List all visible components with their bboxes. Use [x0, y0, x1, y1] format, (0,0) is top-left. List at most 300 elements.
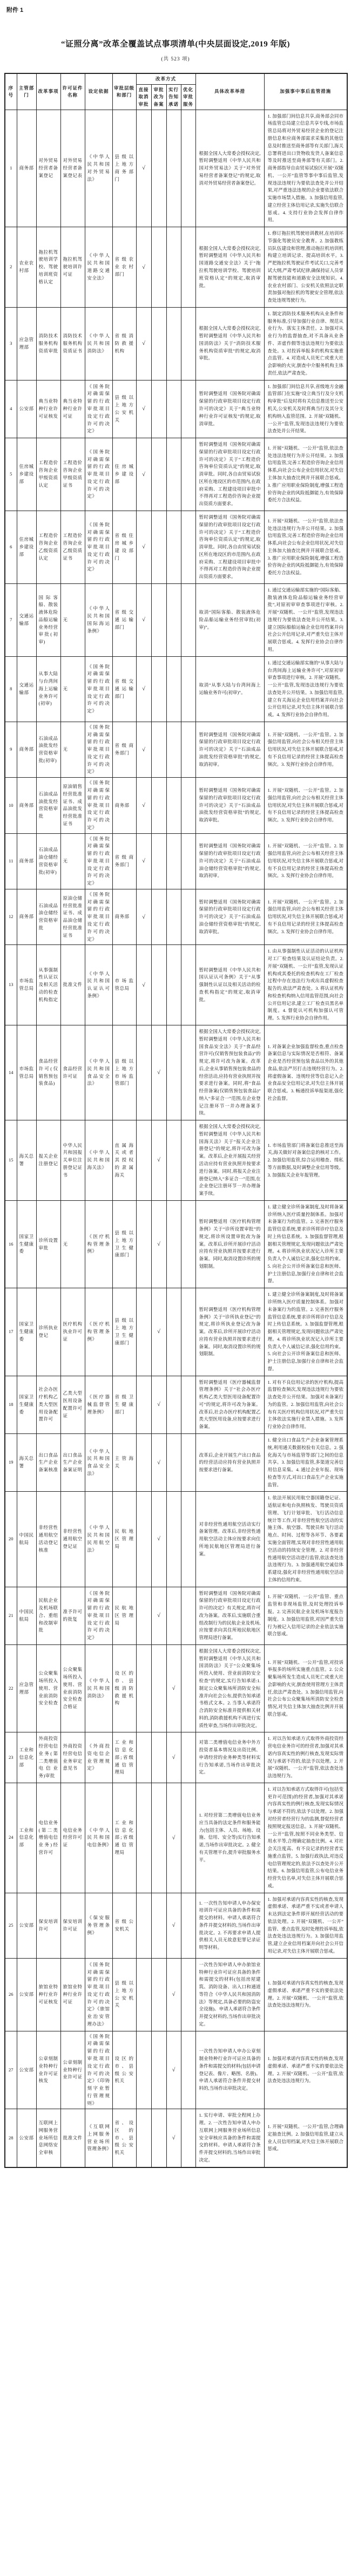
dept-cell: 商务部: [17, 833, 36, 889]
measures-cell: 一次性告知申请人申办旅馆业特种行业许可证应具备的条件和需提交的材料(包括房屋建筑、消防设备、出入口和通道等符合《中华人民共和国消防法》等规定,具备必要的防盗安全设施)。申请人承诺符合条件并提交材料的,当场作出审批决定。: [195, 1958, 264, 2031]
supervision-cell: 1. 开展“双随机、一公开”监管,依法查处违法违规行为并公开结果。2. 加强信用监管,完善工程造价咨询企业信用体系,向社会公布企业信用状况,对失信主体加大抽查比例并开展联合惩戒。3. 推广应用职业保险制度,增强工程造价咨询企业的风险抵御能力,有效保障委托方合法权益。: [264, 511, 347, 583]
mode-cancel-cell: √: [136, 722, 151, 777]
row-number-cell: 11: [5, 833, 17, 889]
mode-cancel-cell: √: [136, 656, 151, 722]
license-name-cell: 非经营性通用航空登记证: [60, 1492, 85, 1587]
measures-cell: 暂时调整适用《国务院对确需保留的行政审批项目设定行政许可的决定》关于“工程造价咨询单位资质认定”的规定,取消审批。同时,各自由贸易试验区所在地设区的市范围内,在政府采购、工程建设项目审批中不得再对工程造价咨询企业提出资质方面要求。: [195, 511, 264, 583]
measures-cell: 改革后,企业开展生产出口食品的经营活动应持有营业执照并按要求进行备案。: [195, 1434, 264, 1492]
supervision-cell: 1. 开展“双随机、一公开”监管。2. 加强信用监管,向社会公布相关经营主体信用状况,对失信主体开展联合惩戒,对有不良信用记录的经营主体提高检查频次。3. 发挥行业协会自律作用。: [264, 722, 347, 777]
legal-basis-cell: 《中华人民共和国对外贸易法》: [85, 110, 112, 227]
license-name-cell: 无: [60, 722, 85, 777]
table-row: [5, 1783, 347, 1893]
measures-cell: 对第二类增值电信业务中外方投资者基本情况及出资比例、申请经营的业务种类等材料实行告知承诺,当场作出审批决定。: [195, 1732, 264, 1783]
header-mode-cancel: 直接取消审批: [136, 85, 151, 110]
license-name-cell: 无: [60, 1200, 85, 1288]
mode-filing-cell: [151, 1893, 166, 1958]
dept-cell: 商务部: [17, 778, 36, 833]
mode-cancel-cell: [136, 1958, 151, 2031]
measures-cell: 暂时调整适用《国务院对确需保留的行政审批项目设定行政许可的决定》关于“石油成品油批发经营资格审批”的规定,取消审批。: [195, 778, 264, 833]
mode-commitment-cell: [166, 889, 181, 944]
mode-commitment-cell: [166, 110, 181, 227]
row-number-cell: 3: [5, 307, 17, 380]
mode-filing-cell: √: [151, 1587, 166, 1644]
header-cert: 许可证件名称: [60, 73, 85, 110]
header-measures: 具体改革举措: [195, 73, 264, 110]
measures-cell: 根据全国人大常委会授权决定,暂时调整适用《中华人民共和国消防法》关于“消防技术服务机构资质审批”的规定,取消审批。: [195, 307, 264, 380]
dept-cell: 公安部: [17, 1958, 36, 2031]
approval-level-cell: 县级以上地方商务部门: [112, 110, 136, 227]
reform-item-cell: 食品经营许可(仅销售预包装食品): [36, 1025, 60, 1120]
supervision-cell: 1. 修订拖拉机驾驶培训教材,在培训环节强化驾驶员安全教育。2. 加强教练员队伍建设和管理,推动拖拉机培训机构建立培训记录、提高培训水平。3. 严把拖拉机驾驶证件考试关口,完善考试大纲,严肃考试纪律,确保持证人员掌握驾驶技能和道路安全法规知识。4. 农业农村部门、公安机关依照法定职责加强对拖拉机的驾驶安全管理,依法查处违规驾驶行为。: [264, 227, 347, 308]
reform-item-cell: 石油成品油批发经营资格审批: [36, 778, 60, 833]
legal-basis-cell: 《国务院对确需保留的行政审批项目设定行政许可的决定》: [85, 438, 112, 511]
measures-cell: 根据全国人大常委会授权决定,暂时调整适用《中华人民共和国道路交通安全法》关于“拖拉机驾驶培训学校、驾驶培训班资格认定”的规定,取消审批。: [195, 227, 264, 308]
mode-commitment-cell: [166, 583, 181, 656]
reform-item-cell: 对外贸易经营者备案登记: [36, 110, 60, 227]
mode-cancel-cell: [136, 1783, 151, 1893]
license-name-cell: 批准文件: [60, 2109, 85, 2167]
mode-commitment-cell: [166, 438, 181, 511]
mode-commitment-cell: √: [166, 2031, 181, 2109]
mode-optimize-cell: [181, 945, 195, 1025]
approval-level-cell: 工业和信息化部;省级通信管理局: [112, 1783, 136, 1893]
reform-item-cell: 社会办医疗机构乙类大型医用设备配置许可: [36, 1376, 60, 1433]
dept-cell: 公安部: [17, 1893, 36, 1958]
license-name-cell: 原油销售经营批准证书、成品油批发经营批准证书: [60, 778, 85, 833]
legal-basis-cell: 《国务院对确需保留的行政审批项目设定行政许可的决定》: [85, 511, 112, 583]
row-number-cell: 21: [5, 1587, 17, 1644]
legal-basis-cell: 《中华人民共和国道路交通安全法》: [85, 227, 112, 308]
table-row: [5, 1958, 347, 2031]
mode-cancel-cell: [136, 1025, 151, 1120]
row-number-cell: 6: [5, 511, 17, 583]
reform-item-cell: 民航企业及机场联合、重组和改制审批: [36, 1587, 60, 1644]
reform-item-cell: 保安培训许可: [36, 1893, 60, 1958]
legal-basis-cell: 《中华人民共和国国际海运条例》: [85, 583, 112, 656]
mode-cancel-cell: √: [136, 945, 151, 1025]
legal-basis-cell: 《中华人民共和国消防法》: [85, 307, 112, 380]
table-row: [5, 1893, 347, 1958]
approval-level-cell: 省级卫生健康部门: [112, 1376, 136, 1433]
license-name-cell: 中华人民共和国报关单位注册登记证书: [60, 1120, 85, 1201]
measures-cell: 一次性告知申请人申办公章刻制业特种行业许可证应具备的条件和需提交的材料(包括申请登记表、像片、略图、名册)。申请人承诺符合条件并提交材料的,当场作出审批决定。: [195, 2031, 264, 2109]
measures-cell: 暂时调整适用《国务院对确需保留的行政审批项目设定行政许可的决定》关于“典当业特种行业许可证核发”的规定,取消审批。: [195, 380, 264, 438]
table-body: [5, 110, 347, 2167]
mode-filing-cell: [151, 227, 166, 308]
supervision-cell: 1. 对以告知承诺方式取得许可(包括变更许可范围)的经营者,加强对其承诺内容真实性的例行核查,发现实际情况与承诺不符的,依法予以处理。2. 加强对经营者经营行为的监测,督促经营者按照规定报送信息。3. 开展“双随机、一公开”监管,按照不同业务类型、信用水平等,合理确定抽查比例。4. 对社会关注度高、有不良记录的经营者实施重点监管。5. 加强行政执法,对违反电信管理规定的,依法予以查处并公开结果。6. 加强信用监管,公布电信业务经营失信名单,对失信主体开展联合惩戒。: [264, 1783, 347, 1893]
license-name-cell: 消防技术服务机构资质证书: [60, 307, 85, 380]
mode-cancel-cell: √: [136, 778, 151, 833]
mode-cancel-cell: [136, 2031, 151, 2109]
legal-basis-cell: 《中华人民共和国海关法》: [85, 1120, 112, 1201]
approval-level-cell: 省级公安机关: [112, 1893, 136, 1958]
measures-cell: 暂时调整适用《医疗机构管理条例》关于“诊所执业登记”的规定,将诊所执业登记改为备案。改革后,诊所开展诊疗活动应持有营业执照并按要求进行备案。同时,取消设置诊所的规划限制。: [195, 1288, 264, 1376]
dept-cell: 工业和信息化部: [17, 1783, 36, 1893]
mode-optimize-cell: [181, 722, 195, 777]
table-row: [5, 438, 347, 511]
mode-optimize-cell: [181, 1732, 195, 1783]
mode-filing-cell: [151, 778, 166, 833]
supervision-cell: 1. 加强部门间信息共享,商务部会同市场监管总局建立信息共享专线,市场监管总局将对外贸易经营企业的登记注册信息和应商务部需求采集的其他信息及时推送至商务部等有关部门,海关总署将进出口货物收发货人备案信息等及时推送至商务部等有关部门。2. 商务部指导自由贸易试验区开展“双随机、一公开”监管等事中事后监管,发现违法违规行为要依法查处并公开结果,对严重违法违规的企业要依法联合实施市场禁入措施。3. 加强信用监管,建立经营主体信用记录,实施失信联合惩戒。4. 支持行业协会发挥自律作用。: [264, 110, 347, 227]
table-row: [5, 2031, 347, 2109]
measures-cell: 暂时调整适用《国务院对确需保留的行政审批项目设定行政许可的决定》关于“石油成品油仓储经营资格审批”的规定,取消初审。: [195, 833, 264, 889]
row-number-cell: 19: [5, 1434, 17, 1492]
reform-item-cell: 报关企业注册登记: [36, 1120, 60, 1201]
reform-item-cell: 从事强制性认证以及相关活动的检查机构指定: [36, 945, 60, 1025]
supervision-cell: 1. 加强对承诺内容真实性的核查,发现虚假承诺、承诺严重不实的要依法处理。2. 开展“双随机、一公开”监管,依法查处违法违规行为。: [264, 2031, 347, 2109]
license-name-cell: 拖拉机驾驶培训许可证: [60, 227, 85, 308]
mode-filing-cell: √: [151, 1025, 166, 1120]
reform-item-cell: 典当业特种行业许可证核发: [36, 380, 60, 438]
legal-basis-cell: 《互联网上网服务营业场所管理条例》: [85, 2109, 112, 2167]
measures-cell: 取消“国际客船、散装液体危险品船运输业务经营审批(初审)”。: [195, 583, 264, 656]
mode-cancel-cell: [136, 1120, 151, 1201]
supervision-cell: 1. 制定消防技术服务机构从业条件和服务标准,引导加强行业自律、规范从业行为、落实主体责任。2. 加强对从业行为的监督抽查,对不具备从业条件、弄虚作假等违法违规行为要依法查处。3. 对投诉举报多的机构实施重点监管。4. 对造成人员死亡或重大社会影响的火灾,倒查中介服务机构主体责任,依法严肃查处。: [264, 307, 347, 380]
license-name-cell: 旅馆业特种行业许可证: [60, 1958, 85, 2031]
measures-cell: 取消“从事大陆与台湾间海上运输业务许可(初审)”。: [195, 656, 264, 722]
approval-level-cell: 住房城乡建设部: [112, 438, 136, 511]
approval-level-cell: 主管海关: [112, 1434, 136, 1492]
mode-optimize-cell: [181, 2109, 195, 2167]
license-name-cell: 保安培训许可证: [60, 1893, 85, 1958]
mode-filing-cell: [151, 722, 166, 777]
mode-optimize-cell: [181, 307, 195, 380]
row-number-cell: 25: [5, 1893, 17, 1958]
mode-optimize-cell: [181, 1434, 195, 1492]
supervision-cell: 1. 开展“双随机、一公开”监管,对投诉举报多的场所实施重点监管。2. 公众聚集场所发生造成人员死亡或重大社会影响的火灾,倒查使用管理方主体责任,依法严肃查处。3. 加强信用监管,向社会公布公众聚集场所消防安全检查情况,对失信主体加大抽查比例并开展联合惩戒。: [264, 1644, 347, 1732]
legal-basis-cell: 《国务院对确需保留的行政审批项目设定行政许可的决定》: [85, 656, 112, 722]
mode-filing-cell: [151, 1958, 166, 2031]
row-number-cell: 23: [5, 1732, 17, 1783]
legal-basis-cell: 《中华人民共和国民用航空法》: [85, 1492, 112, 1587]
mode-filing-cell: [151, 1732, 166, 1783]
mode-optimize-cell: [181, 889, 195, 944]
table-row: [5, 1200, 347, 1288]
row-number-cell: 17: [5, 1288, 17, 1376]
mode-cancel-cell: [136, 1376, 151, 1433]
approval-level-cell: 商务部: [112, 778, 136, 833]
mode-commitment-cell: √: [166, 1783, 181, 1893]
mode-optimize-cell: [181, 1025, 195, 1120]
mode-filing-cell: [151, 110, 166, 227]
mode-cancel-cell: [136, 1893, 151, 1958]
supervision-cell: 1. 建立健全诊所备案制度,及时将备案诊所纳入医疗质量控制体系。加强对未备案行为的监管。2. 完善医疗服务监管信息系统,要求诊所将诊疗信息及时上传信息系统。3. 加强监督管理,根据相关管理规定,发现问题依法严肃处理。4. 将诊所执业状况记入诊所主要负责人个人诚信记录,强化信用约束。5. 向社会公开诊所备案信息和医师、护士注册信息,加强行业自律和社会监督。: [264, 1200, 347, 1288]
table-row: [5, 833, 347, 889]
approval-level-cell: 省级农业农村部门: [112, 227, 136, 308]
mode-cancel-cell: √: [136, 833, 151, 889]
mode-commitment-cell: √: [166, 1732, 181, 1783]
row-number-cell: 22: [5, 1644, 17, 1732]
header-supervision: 加强事中事后监管措施: [264, 73, 347, 110]
approval-level-cell: 省级消防救援机构: [112, 307, 136, 380]
legal-basis-cell: 《医疗机构管理条例》: [85, 1200, 112, 1288]
approval-level-cell: 省级交通运输部门: [112, 656, 136, 722]
mode-optimize-cell: [181, 1376, 195, 1433]
reform-item-cell: 消防技术服务机构资质审批: [36, 307, 60, 380]
supervision-cell: 1. 由从事强制性认证活动的认证机构对工厂检查结果及认证结论负责。2. 开展“双随机、一公开”监管,发现认证机构或其委托的检查机构在工厂检查过程中存在违法行为或出具虚假检查报告的,依法严肃查处。3. 将认证机构和检查机构纳入信用监管范围,向社会公开信用记录,建立工厂检查员黑名单制度。4. 督促认可机构加强认可管理。5. 发挥行业协会自律作用。: [264, 945, 347, 1025]
legal-basis-cell: 《中华人民共和国消防法》: [85, 1644, 112, 1732]
table-row: [5, 1120, 347, 1201]
mode-cancel-cell: [136, 2109, 151, 2167]
dept-cell: 住房城乡建设部: [17, 438, 36, 511]
approval-level-cell: 工业和信息化部;省级通信管理局: [112, 1732, 136, 1783]
table-row: [5, 110, 347, 227]
approval-level-cell: 省级商务部门: [112, 722, 136, 777]
table-row: [5, 511, 347, 583]
mode-commitment-cell: [166, 778, 181, 833]
dept-cell: 应急管理部: [17, 307, 36, 380]
mode-commitment-cell: [166, 1288, 181, 1376]
mode-commitment-cell: [166, 380, 181, 438]
measures-cell: 1. 实行申请、审批全程网上办理。2. 一次性告知申请人申办互联网上网服务营业场所信息安全审核应具备的条件和需提交的材料。申请人承诺符合条件并提交材料的,当场作出审批决定。: [195, 2109, 264, 2167]
supervision-cell: 1. 建立健全诊所备案制度,及时将备案诊所纳入医疗质量控制体系。加强对未备案行为的监管。2. 完善医疗服务监管信息系统,要求诊所将诊疗信息及时上传信息系统。3. 加强监督管理,根据相关管理规定,发现问题依法严肃处理。4. 将诊所执业状况记入诊所主要负责人个人诚信记录,强化信用约束。5. 向社会公开诊所备案信息和医师、护士注册信息,加强行业自律和社会监督。: [264, 1288, 347, 1376]
row-number-cell: 24: [5, 1783, 17, 1893]
mode-cancel-cell: [136, 1644, 151, 1732]
row-number-cell: 20: [5, 1492, 17, 1587]
row-number-cell: 2: [5, 227, 17, 308]
supervision-cell: 1. 开展“双随机、一公开”监管。2. 加强信用监管,向社会公布相关经营主体信用状况,对失信主体开展联合惩戒,对有不良信用记录的经营主体提高检查频次。3. 发挥行业协会自律作用。: [264, 833, 347, 889]
mode-optimize-cell: [181, 1587, 195, 1644]
mode-optimize-cell: [181, 110, 195, 227]
legal-basis-cell: 《医疗器械监督管理条例》: [85, 1376, 112, 1433]
measures-cell: 1. 一次性告知申请人申办保安培训许可证应具备的条件和需提交的材料。申请人承诺符合条件并提交材料的,当场作出审批决定。2. 不再要求申请人提供相关人员无故意犯罪记录证明等材料。: [195, 1893, 264, 1958]
reform-item-cell: 石油成品油仓储经营资格审批: [36, 889, 60, 944]
reform-item-cell: 互联网上网服务营业场所信息网络安全审核: [36, 2109, 60, 2167]
legal-basis-cell: 《保安服务管理条例》: [85, 1893, 112, 1958]
dept-cell: 商务部: [17, 110, 36, 227]
mode-filing-cell: [151, 889, 166, 944]
supervision-cell: 1. 开展“双随机、一公开”监管、重点监管和非现场监管,及时处理投诉举报。2. 完善民航企业及机场年度报告制度。3. 加强信用监管,对因严重失信行为被记入信用记录的企业依法实施联合惩戒。: [264, 1587, 347, 1644]
header-dept: 主管部门: [17, 73, 36, 110]
dept-cell: 公安部: [17, 2109, 36, 2167]
mode-filing-cell: [151, 380, 166, 438]
header-basis: 设定依据: [85, 73, 112, 110]
dept-cell: 国家卫生健康委: [17, 1376, 36, 1433]
mode-cancel-cell: [136, 1200, 151, 1288]
row-number-cell: 18: [5, 1376, 17, 1433]
mode-filing-cell: [151, 2109, 166, 2167]
table-row: [5, 889, 347, 944]
mode-commitment-cell: [166, 1200, 181, 1288]
table-row: [5, 722, 347, 777]
page-title: “证照分离”改革全覆盖试点事项清单(中央层面设定,2019 年版): [61, 40, 290, 49]
license-name-cell: 出口食品生产企业备案证明: [60, 1434, 85, 1492]
mode-cancel-cell: √: [136, 889, 151, 944]
header-mode-optimize: 优化审批服务: [181, 85, 195, 110]
row-number-cell: 1: [5, 110, 17, 227]
mode-cancel-cell: √: [136, 227, 151, 308]
mode-filing-cell: [151, 656, 166, 722]
license-name-cell: 对外贸易经营者备案登记表: [60, 110, 85, 227]
license-name-cell: 原油仓储经营批准证书、成品油仓储经营批准证书: [60, 889, 85, 944]
table-row: [5, 945, 347, 1025]
mode-optimize-cell: [181, 227, 195, 308]
mode-filing-cell: √: [151, 1288, 166, 1376]
table-row: [5, 583, 347, 656]
row-number-cell: 26: [5, 1958, 17, 2031]
row-number-cell: 10: [5, 778, 17, 833]
measures-cell: 暂时调整适用《医疗机构管理条例》关于“诊所设置审批”的规定,将诊所设置审批改为备案。改革后,诊所开展诊疗活动应持有营业执照并按要求进行备案。同时,取消设置诊所的规划限制。: [195, 1200, 264, 1288]
mode-optimize-cell: [181, 511, 195, 583]
mode-optimize-cell: [181, 380, 195, 438]
license-name-cell: 电信业务经营许可证: [60, 1783, 85, 1893]
dept-cell: 商务部: [17, 722, 36, 777]
table-row: [5, 2109, 347, 2167]
legal-basis-cell: 《国务院对确需保留的行政审批项目设定行政许可的决定》《旅馆业治安管理办法》: [85, 1958, 112, 2031]
measures-cell: 1. 对经营第二类增值电信业务应当具备的法定条件和服务能力(包括主体、人员、场地、设施、信用、安全等)实行告知承诺,当场作出审批决定。2. 健全有关管理平台,提升审批服务水平。: [195, 1783, 264, 1893]
row-number-cell: 7: [5, 583, 17, 656]
measures-cell: 根据全国人大常委会授权决定,暂时调整适用《中华人民共和国海关法》关于“报关企业注册登记”的规定,将许可改为备案。改革后,企业开展报关经营活动应持有营业执照并按要求进行备案。同时,将报关企业注册登记纳入“多证合一”范围,在企业登记注册环节一并办理备案手续。: [195, 1120, 264, 1201]
reform-item-cell: 工程造价咨询企业乙级资质认定: [36, 511, 60, 583]
mode-filing-cell: √: [151, 1492, 166, 1587]
measures-cell: 暂时调整适用《国务院对确需保留的行政审批项目设定行政许可的决定》关于“工程造价咨询单位资质认定”的规定,取消审批。同时,各自由贸易试验区所在地设区的市范围内,在政府采购、工程建设项目审批中不得再对工程造价咨询企业提出资质方面要求。: [195, 438, 264, 511]
approval-level-cell: 省级商务部门: [112, 833, 136, 889]
table-row: [5, 307, 347, 380]
table-row: [5, 1288, 347, 1376]
measures-cell: 暂时调整适用《中华人民共和国认证认可条例》关于“从事强制性认证以及相关活动的检查机构指定”的规定,取消审批。: [195, 945, 264, 1025]
legal-basis-cell: 《国务院对确需保留的行政审批项目设定行政许可的决定》: [85, 1587, 112, 1644]
mode-optimize-cell: [181, 1644, 195, 1732]
mode-optimize-cell: [181, 583, 195, 656]
supervision-cell: 1. 对以告知承诺方式取得外商投资经营电信业务许可的经营者,加强对其承诺内容真实性的例行核查,发现实际情况与承诺不符的,依法予以处理。2. 开展“双随机、一公开”监管,依法查处违法违规行为。: [264, 1732, 347, 1783]
legal-basis-cell: 《中华人民共和国食品安全法》: [85, 1434, 112, 1492]
approval-level-cell: 设区的市、县级公安机关: [112, 2031, 136, 2109]
reform-item-cell: 旅馆业特种行业许可证核发: [36, 1958, 60, 2031]
approval-level-cell: 省级住房城乡建设部门: [112, 511, 136, 583]
measures-cell: 对非经营性通用航空活动实行备案管理。改革后,非经营性通用航空活动主体应按要求向住所地民航地区管理局进行备案。: [195, 1492, 264, 1587]
row-number-cell: 8: [5, 656, 17, 722]
approval-level-cell: 县级以上地方卫生健康部门: [112, 1288, 136, 1376]
approval-level-cell: 县级以上地方公安机关: [112, 380, 136, 438]
legal-basis-cell: 《中华人民共和国食品安全法》: [85, 1025, 112, 1120]
license-name-cell: 无: [60, 656, 85, 722]
mode-filing-cell: [151, 307, 166, 380]
dept-cell: 中国民航局: [17, 1587, 36, 1644]
dept-cell: 市场监管总局: [17, 1025, 36, 1120]
measures-cell: 暂时调整适用《医疗器械监督管理条例》关于“社会办医疗机构乙类大型医用设备配置许可”的规定,将许可改为备案。改革后,社会办医疗机构配置乙类大型医用设备,应按要求进行备案。: [195, 1376, 264, 1433]
mode-cancel-cell: √: [136, 511, 151, 583]
mode-commitment-cell: √: [166, 1958, 181, 2031]
mode-commitment-cell: √: [166, 2109, 181, 2167]
reform-item-cell: 电信业务(第二类增值电信业务)经营许可: [36, 1783, 60, 1893]
supervision-cell: 1. 对备案企业加强监督检查,重点检查备案信息与实际情况是否相符、备案企业是否经营预包装食品以外的其他食品,依法严厉打击违规经营行为。2. 将虚假备案、违规经营等信息记入企业食品安全信用记录,对失信主体开展联合惩戒。3. 畅通投诉举报渠道,强化社会监督。: [264, 1025, 347, 1120]
supervision-cell: 1. 开展“双随机、一公开”监管。2. 加强信用监管,向社会公布相关经营主体信用状况,对失信主体开展联合惩戒,对有不良信用记录的经营主体提高检查频次。3. 发挥行业协会自律作用。: [264, 778, 347, 833]
supervision-cell: 1. 通过交通运输部实施的“从事大陆与台湾间海上运输业务许可”,对原初审审查事项进行审核。2. 开展“双随机、一公开”监管,发现违法违规行为要依法查处并公开结果。3. 加强信用监管,建立有关海运企业信用档案并向社会公开信用记录,对失信主体开展联合惩戒。4. 发挥行业协会自律作用。: [264, 656, 347, 722]
attachment-label: 附件 1: [6, 7, 24, 13]
reform-item-cell: 诊所执业登记: [36, 1288, 60, 1376]
dept-cell: 国家卫生健康委: [17, 1288, 36, 1376]
dept-cell: 工业和信息化部: [17, 1732, 36, 1783]
reform-item-cell: 石油成品油批发经营资格审批(初审): [36, 722, 60, 777]
header-item: 改革事项: [36, 73, 60, 110]
dept-cell: 公安部: [17, 380, 36, 438]
mode-filing-cell: √: [151, 1434, 166, 1492]
dept-cell: 交通运输部: [17, 583, 36, 656]
mode-cancel-cell: [136, 1587, 151, 1644]
measures-cell: 暂时调整适用《国务院对确需保留的行政审批项目设定行政许可的决定》有关规定,将许可改为备案。改革后,实施联合重组改制行为的民航企业及机场,应按要求向其住所地民航地区管理局进行备案。: [195, 1587, 264, 1644]
table-row: [5, 778, 347, 833]
table-row: [5, 1644, 347, 1732]
table-row: [5, 1376, 347, 1433]
table-header: [5, 73, 347, 110]
reform-item-cell: 外商投资经营电信业务(第二类增值电信业务)审批: [36, 1732, 60, 1783]
license-name-cell: 工程造价咨询企业乙级资质证书: [60, 511, 85, 583]
mode-commitment-cell: [166, 1376, 181, 1433]
mode-cancel-cell: √: [136, 380, 151, 438]
dept-cell: 公安部: [17, 2031, 36, 2109]
measures-cell: 根据全国人大常委会授权决定,暂时调整适用《中华人民共和国食品安全法》关于“食品经营许可(仅销售预包装食品)”的规定,将许可改为备案。改革后,企业从事销售预包装食品的经营活动,应持有营业执照并按要求进行备案。同时,将“食品经营备案(仅销售预包装食品)”纳入“多证合一”范围,在企业登记注册环节一并办理备案手续。: [195, 1025, 264, 1120]
mode-commitment-cell: [166, 1025, 181, 1120]
row-number-cell: 13: [5, 945, 17, 1025]
license-name-cell: 公众聚集场所投入使用、营业前消防安全检查合格证: [60, 1644, 85, 1732]
mode-optimize-cell: [181, 1893, 195, 1958]
mode-filing-cell: √: [151, 1200, 166, 1288]
license-name-cell: 准予许可的批复: [60, 1587, 85, 1644]
row-number-cell: 9: [5, 722, 17, 777]
reform-item-cell: 拖拉机驾驶培训学校、驾驶培训班资格认定: [36, 227, 60, 308]
dept-cell: 应急管理部: [17, 1644, 36, 1732]
mode-commitment-cell: [166, 722, 181, 777]
mode-commitment-cell: [166, 1120, 181, 1201]
license-name-cell: 食品经营许可证: [60, 1025, 85, 1120]
reform-item-cell: 从事大陆与台湾间海上运输业务许可(初审): [36, 656, 60, 722]
approval-level-cell: 市场监管总局: [112, 945, 136, 1025]
approval-level-cell: 民航地区管理局: [112, 1492, 136, 1587]
mode-optimize-cell: [181, 438, 195, 511]
license-name-cell: 无: [60, 583, 85, 656]
mode-optimize-cell: [181, 1492, 195, 1587]
license-name-cell: 外商投资经营电信业务审定意见书: [60, 1732, 85, 1783]
row-number-cell: 15: [5, 1120, 17, 1201]
mode-cancel-cell: √: [136, 110, 151, 227]
mode-optimize-cell: [181, 1200, 195, 1288]
table-row: [5, 1434, 347, 1492]
dept-cell: 住房城乡建设部: [17, 511, 36, 583]
mode-commitment-cell: [166, 307, 181, 380]
legal-basis-cell: 《国务院对确需保留的行政审批项目设定行政许可的决定》: [85, 722, 112, 777]
legal-basis-cell: 《中华人民共和国电信条例》: [85, 1783, 112, 1893]
supervision-cell: 1. 开展“双随机、一公开”监管。2. 加强信用监管,向社会公布相关经营主体信用状况,对失信主体开展联合惩戒,对有不良信用记录的经营主体提高检查频次。3. 发挥行业协会自律作用。: [264, 889, 347, 944]
approval-level-cell: 县级以上地方市场监管部门: [112, 1025, 136, 1120]
mode-filing-cell: [151, 945, 166, 1025]
reform-item-cell: 诊所设置审批: [36, 1200, 60, 1288]
mode-filing-cell: [151, 1644, 166, 1732]
mode-commitment-cell: [166, 1492, 181, 1587]
mode-commitment-cell: [166, 656, 181, 722]
table-row: [5, 1025, 347, 1120]
row-number-cell: 14: [5, 1025, 17, 1120]
reform-item-cell: 石油成品油仓储经营资格审批(初审): [36, 833, 60, 889]
reform-item-cell: 公众聚集场所投入使用、营业前消防安全检查: [36, 1644, 60, 1732]
mode-commitment-cell: [166, 833, 181, 889]
legal-basis-cell: 《医疗机构管理条例》: [85, 1288, 112, 1376]
mode-optimize-cell: [181, 1120, 195, 1201]
supervision-cell: 1. 开展“双随机、一公开”监管,合理确定抽查比例。2. 加强信用监管,建立从业人员信用档案,对失信主体开展联合惩戒。: [264, 2109, 347, 2167]
mode-optimize-cell: [181, 833, 195, 889]
dept-cell: 市场监管总局: [17, 945, 36, 1025]
header-mode-group: 改革方式: [136, 73, 195, 85]
mode-optimize-cell: [181, 1958, 195, 2031]
table-row: [5, 380, 347, 438]
legal-basis-cell: 《国务院对确需保留的行政审批项目设定行政许可的决定》《印铸刻字业暂行管理规则》: [85, 2031, 112, 2109]
approval-level-cell: 直属海关或者其授权的隶属海关: [112, 1120, 136, 1201]
supervision-cell: 1. 加强对承诺内容真实性的核查,发现虚假承诺、承诺严重不实或者申请人未达到法定条件即开展经营活动的要依法处理。2. 开展“双随机、一公开”监管、重点监管,及时处理投诉举报,依法查处违法违规行为。3. 加强信用监管,建立企业信用档案并向社会公开信用记录,对失信主体开展联合惩戒。: [264, 1893, 347, 1958]
mode-optimize-cell: [181, 778, 195, 833]
dept-cell: 商务部: [17, 889, 36, 944]
mode-cancel-cell: [136, 1732, 151, 1783]
mode-cancel-cell: [136, 1492, 151, 1587]
mode-commitment-cell: √: [166, 1893, 181, 1958]
